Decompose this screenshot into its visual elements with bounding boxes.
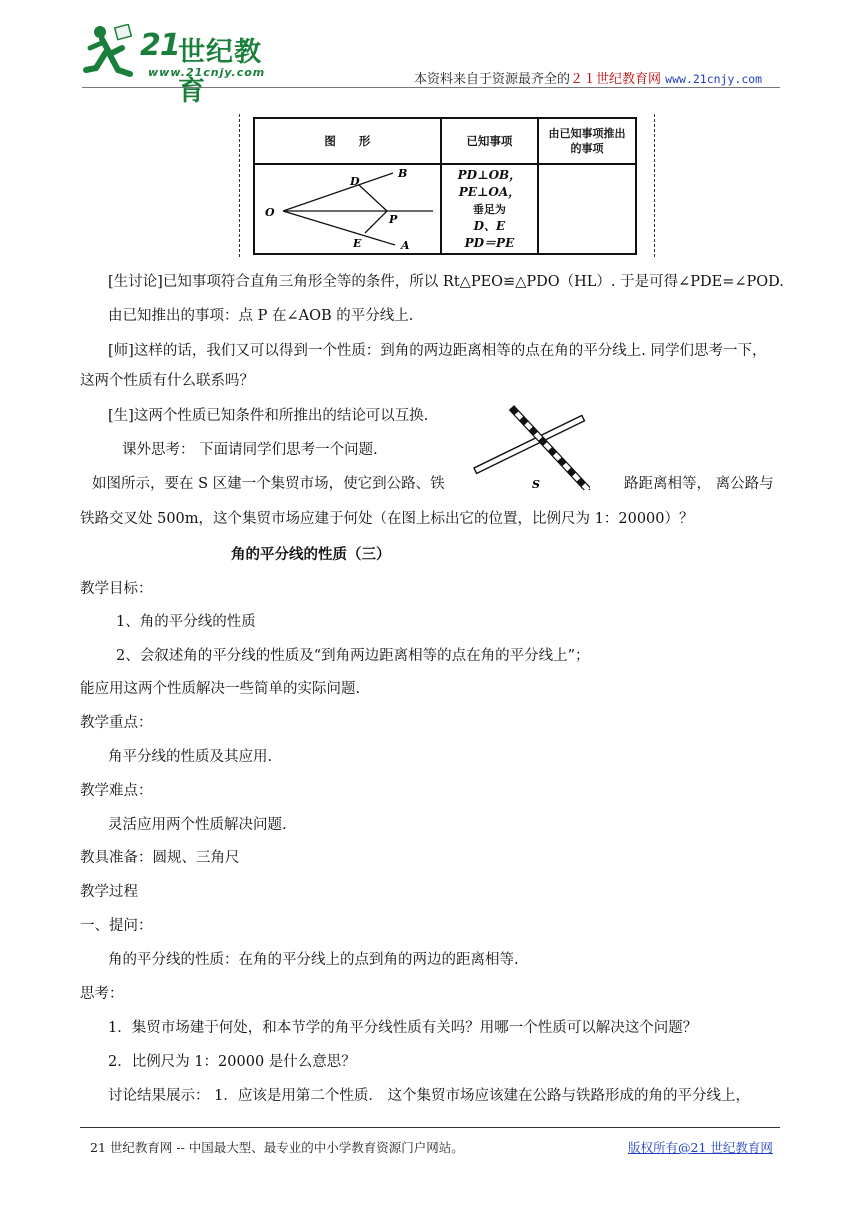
paragraph-problem-line1b: 路距离相等， 离公路与 <box>624 476 774 492</box>
ray-oa <box>283 211 395 245</box>
header-note-site: ２１世纪教育网 <box>570 72 662 87</box>
question-line: 角的平分线的性质：在角的平分线上的点到角的两边的距离相等. <box>108 952 519 968</box>
key-heading: 教学重点： <box>80 715 153 731</box>
segment-pd <box>359 185 387 211</box>
inferred-cell <box>538 164 636 254</box>
paragraph-student: [生]这两个性质已知条件和所推出的结论可以互换. <box>108 408 429 424</box>
section-title: 角的平分线的性质（三） <box>231 547 391 563</box>
map-label-s: S <box>532 478 540 490</box>
header-note-url[interactable]: www.21cnjy.com <box>665 72 763 86</box>
label-a: A <box>401 239 410 252</box>
known-cell <box>441 164 538 254</box>
logo-url: www.21cnjy.com <box>148 66 266 79</box>
goal-item-2: 2、会叙述角的平分线的性质及“到角两边距离相等的点在角的平分线上”； <box>116 648 590 664</box>
table-scan-border-right <box>654 114 655 257</box>
header-rule <box>82 87 780 88</box>
label-p: P <box>389 213 398 226</box>
site-logo <box>82 22 282 107</box>
figure-cell <box>254 164 441 254</box>
header-known: 已知事项 <box>441 118 538 164</box>
known-line: PD⊥OB， <box>457 167 522 182</box>
header-figure: 图 形 <box>254 118 441 164</box>
goal-item-3: 能应用这两个性质解决一些简单的实际问题. <box>80 681 361 697</box>
paragraph-teacher-line1: [师]这样的话，我们又可以得到一个性质：到角的两边距离相等的点在角的平分线上. 同学们思考一下， <box>108 343 767 359</box>
tools-line: 教具准备：圆规、三角尺 <box>80 850 240 866</box>
process-heading: 教学过程 <box>80 884 138 900</box>
logo-number: 21 <box>140 28 180 63</box>
known-line: PE⊥OA， <box>458 184 521 199</box>
angle-bisector-diagram <box>255 165 438 253</box>
think-heading: 思考： <box>80 986 124 1002</box>
paragraph-inference: 由已知推出的事项：点 P 在∠AOB 的平分线上. <box>108 308 414 324</box>
discussion-result: 讨论结果展示： 1．应该是用第二个性质． 这个集贸市场应该建在公路与铁路形成的角的平分线上， <box>108 1088 750 1104</box>
key-point: 角平分线的性质及其应用. <box>108 749 273 765</box>
known-line: 垂足为 <box>472 202 506 216</box>
logo-text: 世纪教育 <box>178 37 262 107</box>
runner-logo-icon <box>82 24 134 82</box>
paragraph-problem-line1a: 如图所示，要在 S 区建一个集贸市场，使它到公路、铁 <box>92 476 445 492</box>
think-item-2: 2．比例尺为 1：20000 是什么意思？ <box>108 1054 356 1070</box>
header-inferred: 由已知事项推出的事项 <box>538 118 636 164</box>
difficulty-heading: 教学难点： <box>80 783 153 799</box>
segment-pe <box>365 211 387 233</box>
label-b: B <box>398 167 408 180</box>
goal-item-1: 1、角的平分线的性质 <box>116 614 256 630</box>
paragraph-problem-line2: 铁路交叉处 500m，这个集贸市场应建于何处（在图上标出它的位置，比例尺为 1：20000）？ <box>80 511 694 527</box>
footer-rule <box>80 1127 780 1128</box>
goal-heading: 教学目标： <box>80 581 153 597</box>
think-item-1: 1．集贸市场建于何处，和本节学的角平分线性质有关吗？用哪一个性质可以解决这个问题？ <box>108 1020 698 1036</box>
figure-table <box>253 117 637 255</box>
difficulty-point: 灵活应用两个性质解决问题. <box>108 817 287 833</box>
paragraph-teacher-line2: 这两个性质有什么联系吗？ <box>80 373 254 389</box>
label-o: O <box>265 206 275 219</box>
header-note-prefix: 本资料来自于资源最齐全的 <box>414 72 571 87</box>
known-line: D、E <box>473 218 506 233</box>
road-rail-map <box>470 400 590 490</box>
label-d: D <box>350 175 360 188</box>
label-e: E <box>353 237 362 250</box>
paragraph-extra-thinking: 课外思考： 下面请同学们思考一个问题. <box>122 442 378 458</box>
question-heading: 一、提问： <box>80 918 153 934</box>
table-scan-border-left <box>239 114 240 257</box>
known-line: PD＝PE <box>464 235 515 250</box>
footer-copyright-link[interactable]: 版权所有@21 世纪教育网 <box>628 1140 773 1155</box>
header-note <box>414 68 762 87</box>
footer-left: 21 世纪教育网 -- 中国最大型、最专业的中小学教育资源门户网站。 <box>90 1140 464 1155</box>
paragraph-discussion: [生讨论]已知事项符合直角三角形全等的条件，所以 Rt△PEO≌△PDO（HL）. 于是可得∠PDE=∠POD. <box>108 274 784 290</box>
ray-ob <box>283 173 393 211</box>
